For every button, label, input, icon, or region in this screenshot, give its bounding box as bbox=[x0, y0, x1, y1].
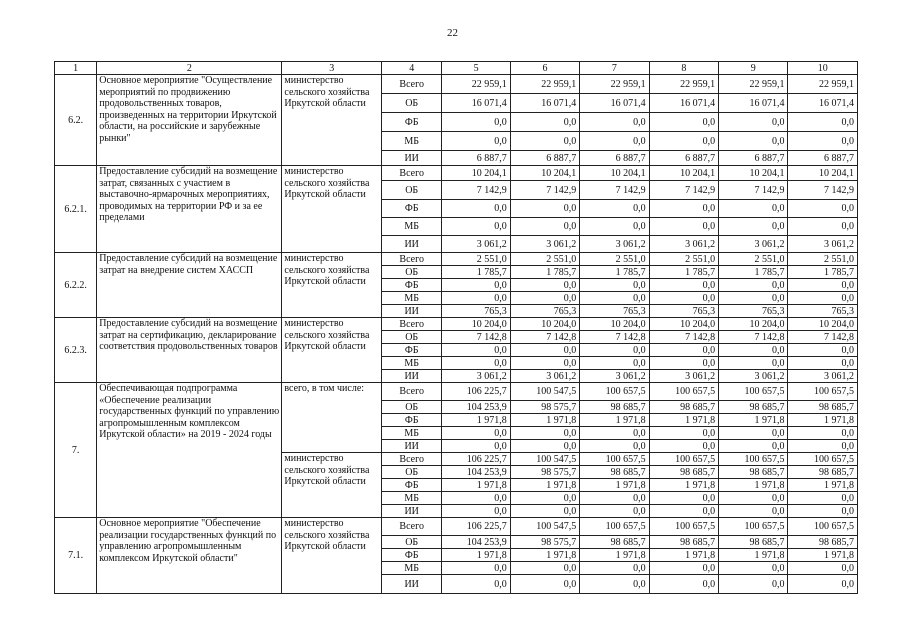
amount-cell: 0,0 bbox=[510, 492, 579, 505]
budget-table bbox=[54, 61, 858, 594]
amount-cell: 22 959,1 bbox=[442, 75, 510, 94]
item-number: 7. bbox=[55, 383, 97, 518]
amount-cell: 0,0 bbox=[510, 279, 579, 292]
amount-cell: 100 547,5 bbox=[510, 383, 579, 401]
funding-source-label: ИИ bbox=[382, 370, 442, 383]
amount-cell: 0,0 bbox=[442, 218, 510, 236]
amount-cell: 7 142,9 bbox=[510, 181, 579, 200]
amount-cell: 10 204,1 bbox=[719, 166, 788, 181]
table-row bbox=[55, 318, 858, 331]
executor-cell: министерство сельского хозяйства Иркутской области bbox=[282, 166, 382, 253]
amount-cell: 98 685,7 bbox=[580, 536, 649, 549]
amount-cell: 0,0 bbox=[719, 562, 788, 575]
item-name: Основное мероприятие "Осуществление мероприятий по продвижению продовольственных товаров, произведенных на территории Иркутской области, на российские и зарубежные рынки" bbox=[97, 75, 282, 166]
amount-cell: 3 061,2 bbox=[510, 236, 579, 253]
amount-cell: 7 142,9 bbox=[580, 181, 649, 200]
amount-cell: 2 551,0 bbox=[788, 253, 858, 266]
amount-cell: 0,0 bbox=[719, 357, 788, 370]
amount-cell: 3 061,2 bbox=[510, 370, 579, 383]
amount-cell: 3 061,2 bbox=[649, 370, 718, 383]
amount-cell: 0,0 bbox=[442, 357, 510, 370]
amount-cell: 7 142,8 bbox=[788, 331, 858, 344]
amount-cell: 6 887,7 bbox=[719, 151, 788, 166]
amount-cell: 0,0 bbox=[788, 279, 858, 292]
funding-source-label: ФБ bbox=[382, 113, 442, 132]
item-name: Обеспечивающая подпрограмма «Обеспечение реализации государственных функций по управлению агропромышленным комплексом Иркутской области» на 2019 - 2024 годы bbox=[97, 383, 282, 518]
table-row bbox=[55, 166, 858, 181]
amount-cell: 16 071,4 bbox=[580, 94, 649, 113]
funding-source-label: ИИ bbox=[382, 151, 442, 166]
funding-source-label: ФБ bbox=[382, 549, 442, 562]
amount-cell: 104 253,9 bbox=[442, 536, 510, 549]
column-number: 2 bbox=[97, 62, 282, 75]
amount-cell: 0,0 bbox=[442, 562, 510, 575]
column-number: 6 bbox=[510, 62, 579, 75]
amount-cell: 98 575,7 bbox=[510, 401, 579, 414]
amount-cell: 10 204,1 bbox=[510, 166, 579, 181]
amount-cell: 0,0 bbox=[788, 562, 858, 575]
funding-source-label: Всего bbox=[382, 166, 442, 181]
amount-cell: 0,0 bbox=[719, 292, 788, 305]
funding-source-label: Всего bbox=[382, 453, 442, 466]
amount-cell: 0,0 bbox=[719, 575, 788, 594]
funding-source-label: ИИ bbox=[382, 575, 442, 594]
amount-cell: 0,0 bbox=[649, 440, 718, 453]
funding-source-label: ОБ bbox=[382, 94, 442, 113]
amount-cell: 765,3 bbox=[788, 305, 858, 318]
amount-cell: 7 142,9 bbox=[788, 181, 858, 200]
amount-cell: 0,0 bbox=[580, 440, 649, 453]
amount-cell: 6 887,7 bbox=[510, 151, 579, 166]
amount-cell: 0,0 bbox=[788, 113, 858, 132]
amount-cell: 10 204,0 bbox=[649, 318, 718, 331]
column-number: 10 bbox=[788, 62, 858, 75]
amount-cell: 106 225,7 bbox=[442, 518, 510, 536]
amount-cell: 1 971,8 bbox=[788, 549, 858, 562]
table-row bbox=[55, 383, 858, 401]
amount-cell: 0,0 bbox=[719, 427, 788, 440]
amount-cell: 100 657,5 bbox=[719, 518, 788, 536]
amount-cell: 6 887,7 bbox=[788, 151, 858, 166]
amount-cell: 100 657,5 bbox=[788, 453, 858, 466]
funding-source-label: МБ bbox=[382, 132, 442, 151]
amount-cell: 98 685,7 bbox=[719, 536, 788, 549]
column-number: 7 bbox=[580, 62, 649, 75]
amount-cell: 100 657,5 bbox=[788, 518, 858, 536]
amount-cell: 10 204,0 bbox=[510, 318, 579, 331]
amount-cell: 1 971,8 bbox=[580, 479, 649, 492]
funding-source-label: Всего bbox=[382, 318, 442, 331]
amount-cell: 1 785,7 bbox=[442, 266, 510, 279]
amount-cell: 7 142,9 bbox=[442, 181, 510, 200]
amount-cell: 0,0 bbox=[510, 575, 579, 594]
funding-source-label: ОБ bbox=[382, 181, 442, 200]
amount-cell: 765,3 bbox=[442, 305, 510, 318]
column-number: 9 bbox=[719, 62, 788, 75]
item-name: Предоставление субсидий на возмещение затрат на внедрение систем ХАССП bbox=[97, 253, 282, 318]
funding-source-label: Всего bbox=[382, 253, 442, 266]
amount-cell: 765,3 bbox=[649, 305, 718, 318]
amount-cell: 98 685,7 bbox=[788, 536, 858, 549]
amount-cell: 0,0 bbox=[788, 357, 858, 370]
funding-source-label: ФБ bbox=[382, 200, 442, 218]
amount-cell: 0,0 bbox=[510, 218, 579, 236]
amount-cell: 1 971,8 bbox=[719, 549, 788, 562]
amount-cell: 16 071,4 bbox=[788, 94, 858, 113]
amount-cell: 0,0 bbox=[649, 562, 718, 575]
funding-source-label: ИИ bbox=[382, 440, 442, 453]
amount-cell: 765,3 bbox=[510, 305, 579, 318]
item-number: 6.2.2. bbox=[55, 253, 97, 318]
amount-cell: 98 685,7 bbox=[788, 401, 858, 414]
amount-cell: 1 971,8 bbox=[788, 479, 858, 492]
amount-cell: 98 685,7 bbox=[719, 466, 788, 479]
page-number: 22 bbox=[447, 27, 458, 39]
amount-cell: 0,0 bbox=[719, 492, 788, 505]
amount-cell: 1 785,7 bbox=[510, 266, 579, 279]
amount-cell: 98 685,7 bbox=[649, 466, 718, 479]
amount-cell: 0,0 bbox=[580, 575, 649, 594]
amount-cell: 3 061,2 bbox=[719, 236, 788, 253]
amount-cell: 104 253,9 bbox=[442, 466, 510, 479]
amount-cell: 1 785,7 bbox=[788, 266, 858, 279]
amount-cell: 7 142,8 bbox=[510, 331, 579, 344]
amount-cell: 0,0 bbox=[649, 344, 718, 357]
amount-cell: 10 204,1 bbox=[649, 166, 718, 181]
amount-cell: 22 959,1 bbox=[719, 75, 788, 94]
amount-cell: 7 142,8 bbox=[719, 331, 788, 344]
amount-cell: 10 204,0 bbox=[580, 318, 649, 331]
amount-cell: 100 657,5 bbox=[649, 453, 718, 466]
amount-cell: 0,0 bbox=[580, 505, 649, 518]
amount-cell: 0,0 bbox=[442, 132, 510, 151]
amount-cell: 0,0 bbox=[580, 132, 649, 151]
amount-cell: 1 785,7 bbox=[580, 266, 649, 279]
amount-cell: 100 657,5 bbox=[580, 518, 649, 536]
item-number: 6.2.3. bbox=[55, 318, 97, 383]
funding-source-label: ОБ bbox=[382, 331, 442, 344]
amount-cell: 0,0 bbox=[580, 344, 649, 357]
funding-source-label: Всего bbox=[382, 518, 442, 536]
amount-cell: 0,0 bbox=[580, 200, 649, 218]
funding-source-label: ФБ bbox=[382, 414, 442, 427]
amount-cell: 22 959,1 bbox=[649, 75, 718, 94]
amount-cell: 98 685,7 bbox=[580, 466, 649, 479]
amount-cell: 1 785,7 bbox=[719, 266, 788, 279]
amount-cell: 22 959,1 bbox=[788, 75, 858, 94]
amount-cell: 1 971,8 bbox=[442, 549, 510, 562]
amount-cell: 0,0 bbox=[649, 113, 718, 132]
amount-cell: 0,0 bbox=[719, 218, 788, 236]
executor-cell: министерство сельского хозяйства Иркутской области bbox=[282, 453, 382, 518]
amount-cell: 0,0 bbox=[719, 344, 788, 357]
amount-cell: 0,0 bbox=[442, 575, 510, 594]
amount-cell: 6 887,7 bbox=[649, 151, 718, 166]
item-number: 7.1. bbox=[55, 518, 97, 594]
amount-cell: 1 971,8 bbox=[510, 414, 579, 427]
amount-cell: 104 253,9 bbox=[442, 401, 510, 414]
amount-cell: 0,0 bbox=[649, 218, 718, 236]
amount-cell: 0,0 bbox=[788, 440, 858, 453]
executor-cell: министерство сельского хозяйства Иркутской области bbox=[282, 318, 382, 383]
amount-cell: 3 061,2 bbox=[580, 370, 649, 383]
amount-cell: 106 225,7 bbox=[442, 453, 510, 466]
funding-source-label: МБ bbox=[382, 218, 442, 236]
amount-cell: 7 142,8 bbox=[580, 331, 649, 344]
item-name: Основное мероприятие "Обеспечение реализации государственных функций по управлению агропромышленным комплексом Иркутской области" bbox=[97, 518, 282, 594]
amount-cell: 1 971,8 bbox=[580, 549, 649, 562]
amount-cell: 0,0 bbox=[719, 113, 788, 132]
amount-cell: 0,0 bbox=[580, 492, 649, 505]
amount-cell: 1 971,8 bbox=[442, 414, 510, 427]
amount-cell: 7 142,9 bbox=[719, 181, 788, 200]
column-number: 8 bbox=[649, 62, 718, 75]
column-number: 4 bbox=[382, 62, 442, 75]
amount-cell: 98 575,7 bbox=[510, 536, 579, 549]
amount-cell: 0,0 bbox=[719, 440, 788, 453]
amount-cell: 0,0 bbox=[649, 492, 718, 505]
amount-cell: 0,0 bbox=[580, 279, 649, 292]
amount-cell: 100 657,5 bbox=[580, 453, 649, 466]
amount-cell: 10 204,0 bbox=[442, 318, 510, 331]
amount-cell: 1 971,8 bbox=[510, 479, 579, 492]
table-row bbox=[55, 518, 858, 536]
funding-source-label: ИИ bbox=[382, 236, 442, 253]
funding-source-label: Всего bbox=[382, 75, 442, 94]
funding-source-label: ИИ bbox=[382, 305, 442, 318]
amount-cell: 0,0 bbox=[442, 440, 510, 453]
amount-cell: 1 971,8 bbox=[580, 414, 649, 427]
amount-cell: 0,0 bbox=[788, 132, 858, 151]
amount-cell: 0,0 bbox=[442, 427, 510, 440]
amount-cell: 0,0 bbox=[649, 292, 718, 305]
funding-source-label: ОБ bbox=[382, 466, 442, 479]
amount-cell: 0,0 bbox=[719, 505, 788, 518]
funding-source-label: МБ bbox=[382, 357, 442, 370]
amount-cell: 1 971,8 bbox=[788, 414, 858, 427]
amount-cell: 100 657,5 bbox=[649, 383, 718, 401]
amount-cell: 22 959,1 bbox=[580, 75, 649, 94]
table-row bbox=[55, 75, 858, 94]
amount-cell: 98 685,7 bbox=[788, 466, 858, 479]
table-row bbox=[55, 253, 858, 266]
amount-cell: 1 971,8 bbox=[649, 479, 718, 492]
amount-cell: 0,0 bbox=[510, 440, 579, 453]
amount-cell: 0,0 bbox=[442, 292, 510, 305]
funding-source-label: ФБ bbox=[382, 479, 442, 492]
amount-cell: 3 061,2 bbox=[442, 236, 510, 253]
amount-cell: 1 971,8 bbox=[442, 479, 510, 492]
amount-cell: 3 061,2 bbox=[649, 236, 718, 253]
amount-cell: 0,0 bbox=[788, 575, 858, 594]
amount-cell: 0,0 bbox=[719, 200, 788, 218]
amount-cell: 100 657,5 bbox=[719, 453, 788, 466]
amount-cell: 0,0 bbox=[649, 357, 718, 370]
column-number: 3 bbox=[282, 62, 382, 75]
amount-cell: 0,0 bbox=[510, 113, 579, 132]
amount-cell: 3 061,2 bbox=[788, 370, 858, 383]
amount-cell: 7 142,9 bbox=[649, 181, 718, 200]
item-name: Предоставление субсидий на возмещение затрат, связанных с участием в выставочно-ярмарочных мероприятиях, проводимых на территории РФ и за ее пределами bbox=[97, 166, 282, 253]
amount-cell: 3 061,2 bbox=[719, 370, 788, 383]
amount-cell: 0,0 bbox=[510, 427, 579, 440]
amount-cell: 10 204,1 bbox=[580, 166, 649, 181]
funding-source-label: ОБ bbox=[382, 536, 442, 549]
item-number: 6.2. bbox=[55, 75, 97, 166]
amount-cell: 100 657,5 bbox=[788, 383, 858, 401]
amount-cell: 1 971,8 bbox=[649, 549, 718, 562]
executor-cell: всего, в том числе: bbox=[282, 383, 382, 453]
amount-cell: 0,0 bbox=[788, 492, 858, 505]
amount-cell: 22 959,1 bbox=[510, 75, 579, 94]
amount-cell: 6 887,7 bbox=[442, 151, 510, 166]
executor-cell: министерство сельского хозяйства Иркутской области bbox=[282, 253, 382, 318]
amount-cell: 0,0 bbox=[442, 279, 510, 292]
amount-cell: 1 785,7 bbox=[649, 266, 718, 279]
item-name: Предоставление субсидий на возмещение затрат на сертификацию, декларирование соответствия продовольственных товаров bbox=[97, 318, 282, 383]
amount-cell: 10 204,1 bbox=[788, 166, 858, 181]
amount-cell: 0,0 bbox=[510, 562, 579, 575]
amount-cell: 16 071,4 bbox=[442, 94, 510, 113]
amount-cell: 0,0 bbox=[510, 292, 579, 305]
amount-cell: 0,0 bbox=[788, 344, 858, 357]
amount-cell: 0,0 bbox=[788, 427, 858, 440]
amount-cell: 0,0 bbox=[442, 200, 510, 218]
amount-cell: 0,0 bbox=[649, 427, 718, 440]
amount-cell: 16 071,4 bbox=[510, 94, 579, 113]
amount-cell: 98 685,7 bbox=[649, 401, 718, 414]
amount-cell: 6 887,7 bbox=[580, 151, 649, 166]
amount-cell: 2 551,0 bbox=[719, 253, 788, 266]
amount-cell: 1 971,8 bbox=[510, 549, 579, 562]
amount-cell: 0,0 bbox=[510, 344, 579, 357]
amount-cell: 100 657,5 bbox=[719, 383, 788, 401]
funding-source-label: Всего bbox=[382, 383, 442, 401]
amount-cell: 1 971,8 bbox=[719, 479, 788, 492]
column-number: 1 bbox=[55, 62, 97, 75]
amount-cell: 0,0 bbox=[580, 218, 649, 236]
amount-cell: 0,0 bbox=[510, 200, 579, 218]
amount-cell: 765,3 bbox=[580, 305, 649, 318]
amount-cell: 16 071,4 bbox=[719, 94, 788, 113]
amount-cell: 10 204,1 bbox=[442, 166, 510, 181]
amount-cell: 0,0 bbox=[788, 200, 858, 218]
amount-cell: 0,0 bbox=[580, 427, 649, 440]
amount-cell: 0,0 bbox=[580, 292, 649, 305]
amount-cell: 0,0 bbox=[510, 132, 579, 151]
amount-cell: 10 204,0 bbox=[719, 318, 788, 331]
column-number: 5 bbox=[442, 62, 510, 75]
item-number: 6.2.1. bbox=[55, 166, 97, 253]
amount-cell: 98 685,7 bbox=[580, 401, 649, 414]
amount-cell: 0,0 bbox=[510, 505, 579, 518]
amount-cell: 100 657,5 bbox=[580, 383, 649, 401]
amount-cell: 0,0 bbox=[719, 279, 788, 292]
amount-cell: 3 061,2 bbox=[580, 236, 649, 253]
executor-cell: министерство сельского хозяйства Иркутской области bbox=[282, 518, 382, 594]
amount-cell: 0,0 bbox=[510, 357, 579, 370]
amount-cell: 0,0 bbox=[649, 200, 718, 218]
amount-cell: 2 551,0 bbox=[580, 253, 649, 266]
executor-cell: министерство сельского хозяйства Иркутской области bbox=[282, 75, 382, 166]
amount-cell: 0,0 bbox=[788, 292, 858, 305]
amount-cell: 0,0 bbox=[580, 113, 649, 132]
funding-source-label: ОБ bbox=[382, 401, 442, 414]
amount-cell: 2 551,0 bbox=[442, 253, 510, 266]
amount-cell: 765,3 bbox=[719, 305, 788, 318]
funding-source-label: ФБ bbox=[382, 344, 442, 357]
amount-cell: 0,0 bbox=[649, 505, 718, 518]
funding-source-label: ФБ bbox=[382, 279, 442, 292]
amount-cell: 0,0 bbox=[719, 132, 788, 151]
amount-cell: 16 071,4 bbox=[649, 94, 718, 113]
amount-cell: 0,0 bbox=[649, 279, 718, 292]
funding-source-label: МБ bbox=[382, 562, 442, 575]
amount-cell: 2 551,0 bbox=[649, 253, 718, 266]
amount-cell: 0,0 bbox=[788, 505, 858, 518]
amount-cell: 3 061,2 bbox=[442, 370, 510, 383]
amount-cell: 0,0 bbox=[442, 344, 510, 357]
amount-cell: 0,0 bbox=[442, 505, 510, 518]
amount-cell: 0,0 bbox=[442, 492, 510, 505]
column-number-row bbox=[55, 62, 858, 75]
amount-cell: 98 685,7 bbox=[719, 401, 788, 414]
amount-cell: 7 142,8 bbox=[649, 331, 718, 344]
amount-cell: 1 971,8 bbox=[649, 414, 718, 427]
amount-cell: 0,0 bbox=[788, 218, 858, 236]
amount-cell: 0,0 bbox=[649, 132, 718, 151]
amount-cell: 100 657,5 bbox=[649, 518, 718, 536]
amount-cell: 98 575,7 bbox=[510, 466, 579, 479]
amount-cell: 2 551,0 bbox=[510, 253, 579, 266]
amount-cell: 1 971,8 bbox=[719, 414, 788, 427]
amount-cell: 0,0 bbox=[580, 357, 649, 370]
amount-cell: 0,0 bbox=[442, 113, 510, 132]
amount-cell: 100 547,5 bbox=[510, 453, 579, 466]
funding-source-label: МБ bbox=[382, 292, 442, 305]
amount-cell: 98 685,7 bbox=[649, 536, 718, 549]
funding-source-label: ИИ bbox=[382, 505, 442, 518]
funding-source-label: МБ bbox=[382, 492, 442, 505]
amount-cell: 10 204,0 bbox=[788, 318, 858, 331]
amount-cell: 100 547,5 bbox=[510, 518, 579, 536]
amount-cell: 0,0 bbox=[649, 575, 718, 594]
amount-cell: 106 225,7 bbox=[442, 383, 510, 401]
funding-source-label: МБ bbox=[382, 427, 442, 440]
amount-cell: 0,0 bbox=[580, 562, 649, 575]
amount-cell: 7 142,8 bbox=[442, 331, 510, 344]
funding-source-label: ОБ bbox=[382, 266, 442, 279]
amount-cell: 3 061,2 bbox=[788, 236, 858, 253]
